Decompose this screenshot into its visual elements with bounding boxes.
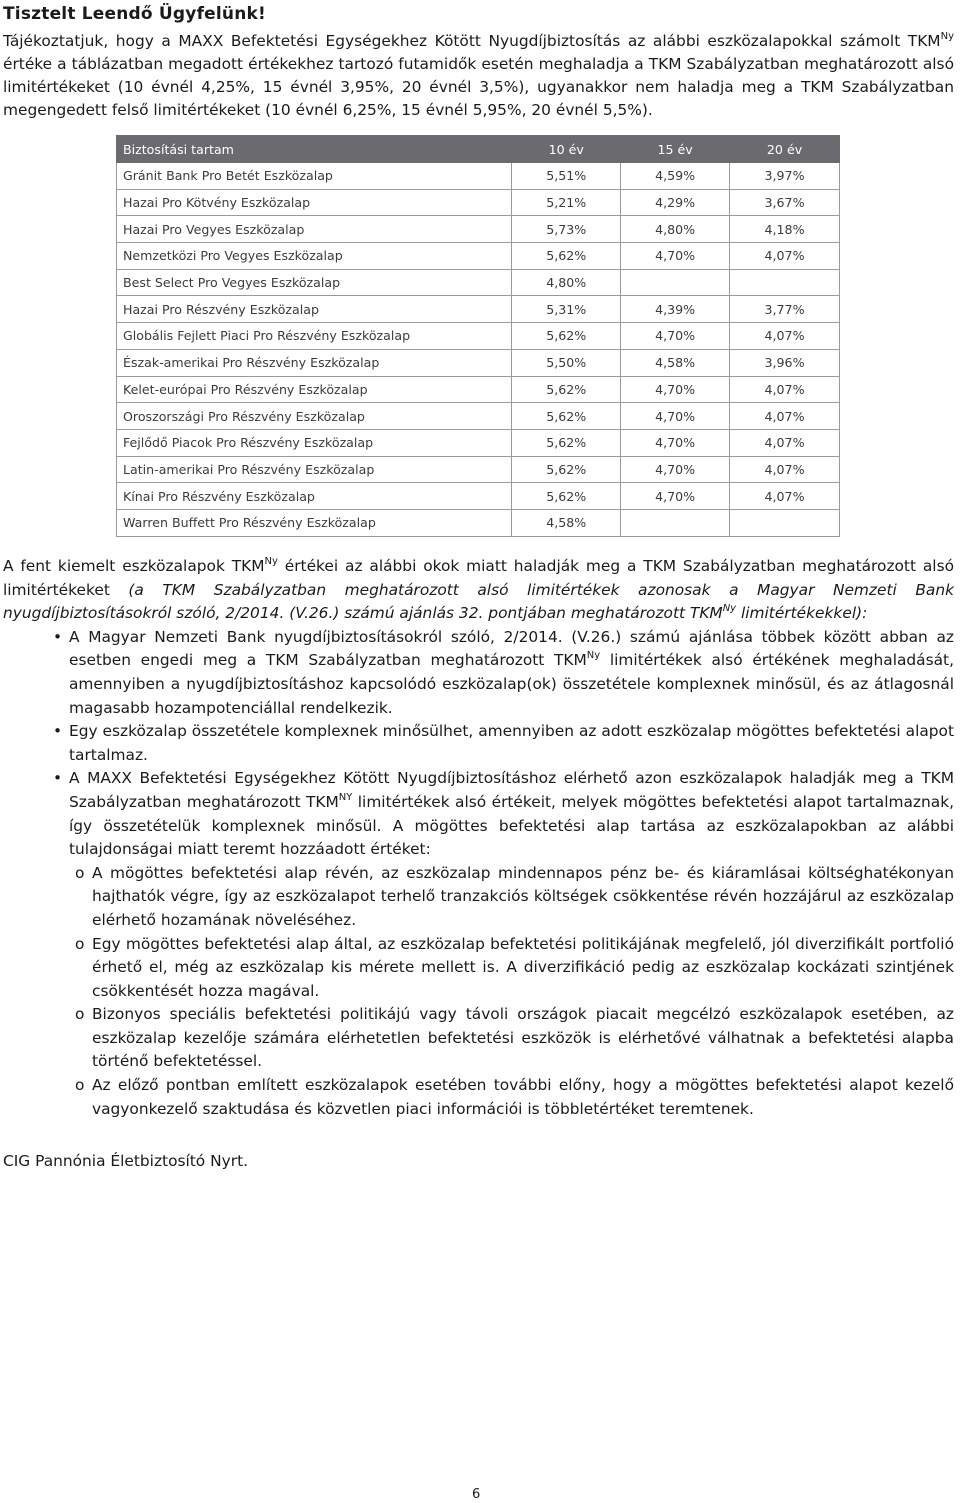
value-20y: 4,07% (730, 376, 840, 403)
fund-name: Globális Fejlett Piaci Pro Részvény Eszközalap (117, 323, 512, 350)
value-20y: 3,96% (730, 349, 840, 376)
value-10y: 5,31% (512, 296, 621, 323)
list-item (3, 720, 954, 767)
value-15y: 4,59% (621, 163, 730, 190)
intro-text-2: értéke a táblázatban megadott értékekhez tartozó futamidők esetén meghaladja a TKM Szabályzatban meghatározott alsó limitértékeket (10 évnél 4,25%, 15 évnél 3,95%, 20 évnél 3,5%), ugyanakkor nem haladja meg a TKM Szabályzatban megengedett felső limitértékeket (10 évnél 6,25%, 15 évnél 5,95%, 20 évnél 5,5%). (3, 55, 954, 119)
bullet-marker: • (53, 627, 63, 646)
value-10y: 5,73% (512, 216, 621, 243)
bullet-marker: • (53, 722, 63, 741)
sub-reason-list (69, 862, 954, 1122)
explanation-text-2: értékei az alábbi okok miatt haladják meg a TKM Szabályzatban meghatározott alsó limitértékeket (3, 557, 955, 599)
list-item (3, 1003, 954, 1074)
sub-bullet-2-text: Egy mögöttes befektetési alap által, az eszközalap befektetési politikájának megfelelő, jól diverzifikált portfolió érhető el, még az eszközalap kis mérete mellett is. A diverzifikáció pedig az eszközalap kockázati szintjének csökkentését hozza magával. (92, 934, 954, 1000)
table-row (117, 349, 840, 376)
sub-bullet-3-text: Bizonyos speciális befektetési politikájú vagy távoli országok piacait megcélzó eszközalapok esetében, az eszközalap kezelője számára elérhetetlen befektetési eszközök is elérhetővé válhatnak a befektetési alapba történő befektetéssel. (92, 1005, 954, 1071)
fund-limits-table (116, 135, 840, 537)
intro-sup: Ny (940, 31, 954, 42)
table-row (117, 189, 840, 216)
fund-name: Best Select Pro Vegyes Eszközalap (117, 269, 512, 296)
fund-name: Gránit Bank Pro Betét Eszközalap (117, 163, 512, 190)
explanation-section (3, 555, 954, 1121)
value-10y: 5,62% (512, 243, 621, 270)
bullet-3-text-end: limitértékek alsó értékeit, melyek mögöttes befektetési alapot tartalmaznak, így összetételük komplexnek minősül. A mögöttes befektetési alap tartása az eszközalapokban az alábbi tulajdonságai miatt teremt hozzáadott értéket: (69, 792, 954, 859)
table-row (117, 163, 840, 190)
value-10y: 5,62% (512, 323, 621, 350)
intro-text-1: Tájékoztatjuk, hogy a MAXX Befektetési Egységekhez Kötött Nyugdíjbiztosítás az alábbi eszközalapokkal számolt TKM (3, 32, 941, 50)
value-10y: 4,80% (512, 269, 621, 296)
value-20y: 4,07% (730, 323, 840, 350)
value-20y: 3,97% (730, 163, 840, 190)
table-row (117, 243, 840, 270)
explanation-italic-end: limitértékekkel): (736, 604, 868, 623)
company-signature: CIG Pannónia Életbiztosító Nyrt. (3, 1152, 248, 1170)
fund-name: Nemzetközi Pro Vegyes Eszközalap (117, 243, 512, 270)
table-row (117, 483, 840, 510)
table-row (117, 376, 840, 403)
table-row (117, 323, 840, 350)
value-15y: 4,80% (621, 216, 730, 243)
list-item (3, 933, 954, 1004)
table-row (117, 296, 840, 323)
value-10y: 4,58% (512, 509, 621, 536)
table-row (117, 456, 840, 483)
fund-name: Hazai Pro Vegyes Eszközalap (117, 216, 512, 243)
bullet-2-text: Egy eszközalap összetétele komplexnek minősülhet, amennyiben az adott eszközalap mögöttes befektetési alapot tartalmaz. (69, 722, 954, 764)
value-10y: 5,50% (512, 349, 621, 376)
explanation-paragraph (3, 555, 954, 626)
table-header-row (117, 136, 840, 163)
explanation-text-1: A fent kiemelt eszközalapok TKM (3, 557, 265, 575)
value-15y (621, 509, 730, 536)
fund-name: Hazai Pro Részvény Eszközalap (117, 296, 512, 323)
value-15y: 4,58% (621, 349, 730, 376)
value-15y: 4,70% (621, 243, 730, 270)
value-15y: 4,70% (621, 456, 730, 483)
bullet-1-sup: Ny (586, 650, 601, 662)
table-row (117, 429, 840, 456)
value-15y: 4,70% (621, 429, 730, 456)
list-item (3, 862, 954, 933)
value-15y: 4,70% (621, 403, 730, 430)
fund-name: Hazai Pro Kötvény Eszközalap (117, 189, 512, 216)
value-20y: 3,77% (730, 296, 840, 323)
fund-name: Fejlődő Piacok Pro Részvény Eszközalap (117, 429, 512, 456)
value-20y (730, 269, 840, 296)
header-20y: 20 év (730, 136, 840, 163)
table-row (117, 269, 840, 296)
value-10y: 5,62% (512, 429, 621, 456)
value-10y: 5,21% (512, 189, 621, 216)
value-10y: 5,51% (512, 163, 621, 190)
bullet-1-text-end: limitértékek alsó értékének meghaladását, amennyiben a nyugdíjbiztosításhoz kapcsolódó eszközalap(ok) összetétele komplexnek minősül, és az átlagosnál magasabb hozampotenciállal rendelkezik. (69, 651, 954, 717)
explanation-sup-1: Ny (264, 556, 278, 567)
sub-bullet-marker: o (75, 1005, 85, 1024)
value-20y (730, 509, 840, 536)
bullet-1-text: A Magyar Nemzeti Bank nyugdíjbiztosításokról szóló, 2/2014. (V.26.) számú ajánlása többek között abban az esetben engedi meg a TKM Szabályzatban meghatározott TKM (69, 627, 954, 670)
value-15y: 4,39% (621, 296, 730, 323)
value-20y: 4,07% (730, 429, 840, 456)
value-10y: 5,62% (512, 403, 621, 430)
fund-name: Latin-amerikai Pro Részvény Eszközalap (117, 456, 512, 483)
value-20y: 4,07% (730, 403, 840, 430)
fund-name: Warren Buffett Pro Részvény Eszközalap (117, 509, 512, 536)
intro-paragraph (3, 30, 954, 122)
sub-bullet-4-text: Az előző pontban említett eszközalapok esetében további előny, hogy a mögöttes befektetési alapot kezelő vagyonkezelő szaktudása és közvetlen piaci információi is többletértéket teremtenek. (92, 1076, 954, 1118)
explanation-italic: (a TKM Szabályzatban meghatározott alsó limitértékek azonosak a Magyar Nemzeti Bank nyugdíjbiztosításokról szóló, 2/2014. (V.26.) számú ajánlás 32. pontjában meghatározott TKM (3, 580, 954, 623)
value-20y: 4,18% (730, 216, 840, 243)
list-item (3, 626, 954, 720)
value-20y: 4,07% (730, 243, 840, 270)
bullet-3-sup: NY (338, 791, 353, 803)
sub-bullet-marker: o (75, 934, 85, 953)
value-15y: 4,29% (621, 189, 730, 216)
value-10y: 5,62% (512, 376, 621, 403)
table-row (117, 216, 840, 243)
fund-name: Észak-amerikai Pro Részvény Eszközalap (117, 349, 512, 376)
header-term: Biztosítási tartam (117, 136, 512, 163)
value-20y: 4,07% (730, 483, 840, 510)
value-15y: 4,70% (621, 483, 730, 510)
page-number: 6 (472, 1487, 481, 1502)
table-row (117, 403, 840, 430)
header-10y: 10 év (512, 136, 621, 163)
bullet-3-text: A MAXX Befektetési Egységekhez Kötött Nyugdíjbiztosításhoz elérhető azon eszközalapok haladják meg a TKM Szabályzatban meghatározott TKM (69, 769, 954, 811)
fund-name: Kelet-európai Pro Részvény Eszközalap (117, 376, 512, 403)
list-item (3, 1074, 954, 1121)
value-20y: 3,67% (730, 189, 840, 216)
explanation-sup-2: Ny (722, 603, 737, 615)
value-15y: 4,70% (621, 376, 730, 403)
fund-name: Kínai Pro Részvény Eszközalap (117, 483, 512, 510)
header-15y: 15 év (621, 136, 730, 163)
sub-bullet-marker: o (75, 1076, 85, 1095)
sub-bullet-1-text: A mögöttes befektetési alap révén, az eszközalap mindennapos pénz be- és kiáramlásai költséghatékonyan hajthatók végre, így az eszközalapot terhelő tranzakciós költségek csökkentése révén hozzájárul az eszközalap elérhető hozamának növeléséhez. (92, 863, 954, 929)
value-15y (621, 269, 730, 296)
reason-list (3, 626, 954, 1121)
bullet-marker: • (53, 769, 63, 788)
table-row (117, 509, 840, 536)
sub-bullet-marker: o (75, 863, 85, 882)
value-15y: 4,70% (621, 323, 730, 350)
greeting-heading: Tisztelt Leendő Ügyfelünk! (3, 4, 266, 24)
value-20y: 4,07% (730, 456, 840, 483)
list-item (3, 767, 954, 1121)
value-10y: 5,62% (512, 483, 621, 510)
value-10y: 5,62% (512, 456, 621, 483)
fund-name: Oroszországi Pro Részvény Eszközalap (117, 403, 512, 430)
